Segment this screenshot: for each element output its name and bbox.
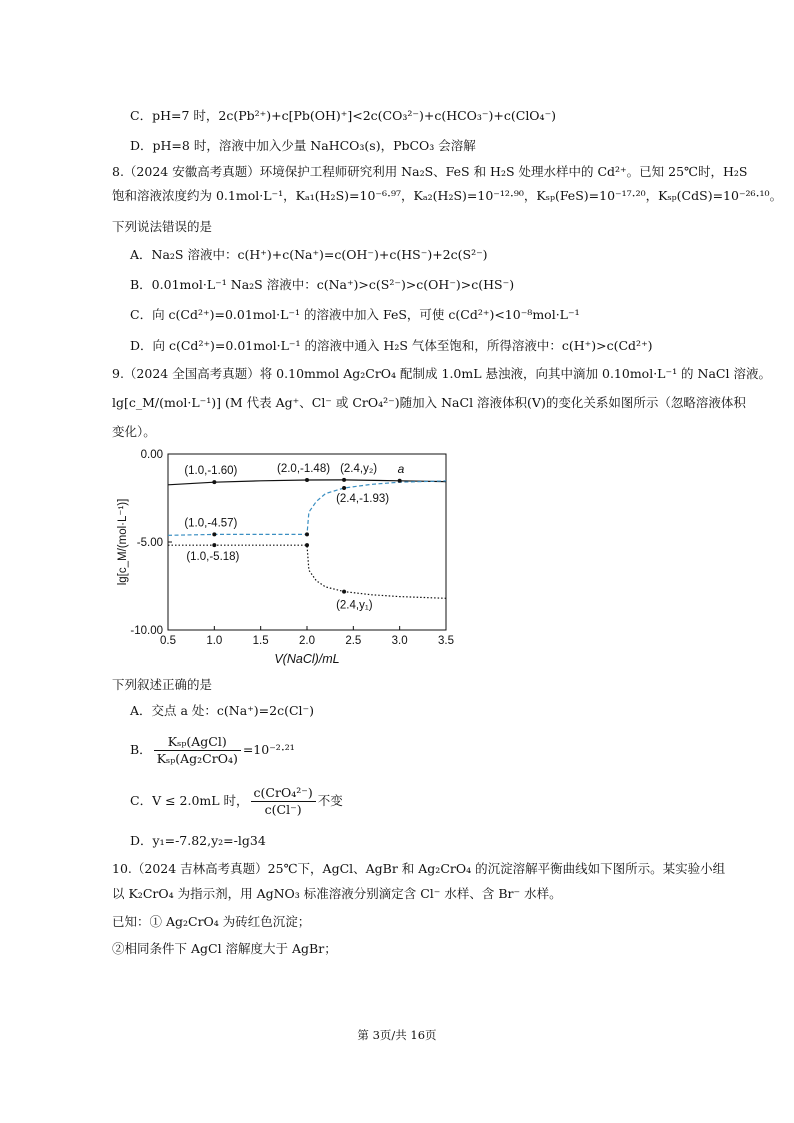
ksp-ratio-fraction — [154, 734, 241, 767]
point-label: (1.0,-5.18) — [186, 551, 240, 564]
q9-option-c-label: C．V ≤ 2.0mL 时， — [130, 793, 249, 808]
point-label: (2.0,-1.48) — [277, 463, 331, 476]
ksp-agcl: Kₛₚ(AgCl) — [154, 734, 241, 751]
q7-option-d: D．pH=8 时，溶液中加入少量 NaHCO₃(s)，PbCO₃ 会溶解 — [130, 138, 476, 153]
concentration-ratio-fraction — [251, 785, 316, 818]
q9-option-d: D．y₁=-7.82,y₂=-lg34 — [130, 833, 266, 848]
q9-option-b — [130, 734, 295, 767]
data-point — [212, 480, 216, 484]
ksp-ag2cro4: Kₛₚ(Ag₂CrO₄) — [156, 751, 238, 766]
x-axis-label: V(NaCl)/mL — [274, 652, 340, 666]
q8-option-d: D．向 c(Cd²⁺)=0.01mol·L⁻¹ 的溶液中通入 H₂S 气体至饱和，所得溶液中：c(H⁺)>c(Cd²⁺) — [130, 338, 653, 353]
y-tick-label: -5.00 — [136, 537, 163, 549]
data-point — [398, 479, 402, 483]
q7-option-c: C．pH=7 时，2c(Pb²⁺)+c[Pb(OH)⁺]<2c(CO₃²⁻)+c(HCO₃⁻)+c(ClO₄⁻) — [130, 108, 557, 123]
q9-option-a: A．交点 a 处：c(Na⁺)=2c(Cl⁻) — [130, 703, 315, 718]
data-point — [212, 543, 216, 547]
q8-prompt: 下列说法错误的是 — [112, 219, 213, 234]
q9-option-c — [130, 785, 343, 818]
data-point — [342, 486, 346, 490]
q8-stem-line2: 饱和溶液浓度约为 0.1mol·L⁻¹，Kₐ₁(H₂S)=10⁻⁶·⁹⁷，Kₐ₂(H₂S)=10⁻¹²·⁹⁰，Kₛₚ(FeS)=10⁻¹⁷·²⁰，Kₛₚ(CdS)=10⁻²⁶·¹⁰。 — [112, 188, 783, 203]
c-cl: c(Cl⁻) — [264, 802, 302, 817]
data-point — [212, 532, 216, 536]
c-cro4: c(CrO₄²⁻) — [251, 785, 316, 802]
x-tick-label: 1.0 — [206, 635, 223, 647]
point-label: (2.4,y₂) — [340, 462, 378, 475]
q10-stem-line1: 10.（2024 吉林高考真题）25℃下，AgCl、AgBr 和 Ag₂CrO₄ 的沉淀溶解平衡曲线如下图所示。某实验小组 — [112, 861, 726, 876]
data-point — [342, 478, 346, 482]
point-label: (1.0,-1.60) — [184, 465, 238, 478]
data-point — [342, 590, 346, 594]
q10-known-2: ②相同条件下 AgCl 溶解度大于 AgBr； — [112, 941, 337, 956]
q9-prompt: 下列叙述正确的是 — [112, 677, 213, 692]
x-tick-label: 0.5 — [160, 635, 176, 647]
q8-option-a: A．Na₂S 溶液中：c(H⁺)+c(Na⁺)=c(OH⁻)+c(HS⁻)+2c(S²⁻) — [130, 247, 488, 262]
q9-stem-line2: lg[c_M/(mol·L⁻¹)] (M 代表 Ag⁺、Cl⁻ 或 CrO₄²⁻)随加入 NaCl 溶液体积(V)的变化关系如图所示（忽略溶液体积 — [112, 395, 746, 410]
x-tick-label: 3.5 — [438, 635, 454, 647]
q9-option-c-suffix: 不变 — [317, 793, 343, 808]
q9-chart — [112, 442, 462, 674]
intersection-label: a — [397, 461, 405, 476]
page-footer: 第 3页/共 16页 — [357, 1028, 437, 1042]
q9-stem-line1: 9.（2024 全国高考真题）将 0.10mmol Ag₂CrO₄ 配制成 1.0mL 悬浊液，向其中滴加 0.10mol·L⁻¹ 的 NaCl 溶液。 — [112, 366, 771, 381]
x-tick-label: 2.0 — [299, 635, 315, 647]
x-tick-label: 2.5 — [345, 635, 362, 647]
q8-stem-line1: 8.（2024 安徽高考真题）环境保护工程师研究利用 Na₂S、FeS 和 H₂S 处理水样中的 Cd²⁺。已知 25℃时，H₂S — [112, 164, 748, 179]
point-label: (2.4,-1.93) — [336, 492, 390, 505]
x-tick-label: 1.5 — [252, 635, 269, 647]
point-label: (1.0,-4.57) — [184, 517, 238, 530]
data-point — [305, 543, 309, 547]
y-axis-label: lg[c_M/(mol·L⁻¹)] — [117, 498, 129, 586]
q9-option-b-value: =10⁻²·²¹ — [242, 742, 295, 757]
point-label: (2.4,y₁) — [336, 599, 373, 612]
data-point — [305, 532, 309, 536]
q8-option-c: C．向 c(Cd²⁺)=0.01mol·L⁻¹ 的溶液中加入 FeS，可使 c(Cd²⁺)<10⁻⁸mol·L⁻¹ — [130, 307, 580, 322]
q8-option-b: B．0.01mol·L⁻¹ Na₂S 溶液中：c(Na⁺)>c(S²⁻)>c(OH⁻)>c(HS⁻) — [130, 277, 515, 292]
y-tick-label: -10.00 — [130, 625, 163, 637]
q9-stem-line3: 变化）。 — [112, 424, 156, 439]
x-tick-label: 3.0 — [391, 635, 408, 647]
data-point — [305, 478, 309, 482]
q10-known-1: 已知：① Ag₂CrO₄ 为砖红色沉淀； — [112, 914, 311, 929]
q9-option-b-label: B． — [130, 742, 152, 757]
y-tick-label: 0.00 — [140, 449, 163, 461]
q10-stem-line2: 以 K₂CrO₄ 为指示剂，用 AgNO₃ 标准溶液分别滴定含 Cl⁻ 水样、含 Br⁻ 水样。 — [112, 886, 562, 901]
